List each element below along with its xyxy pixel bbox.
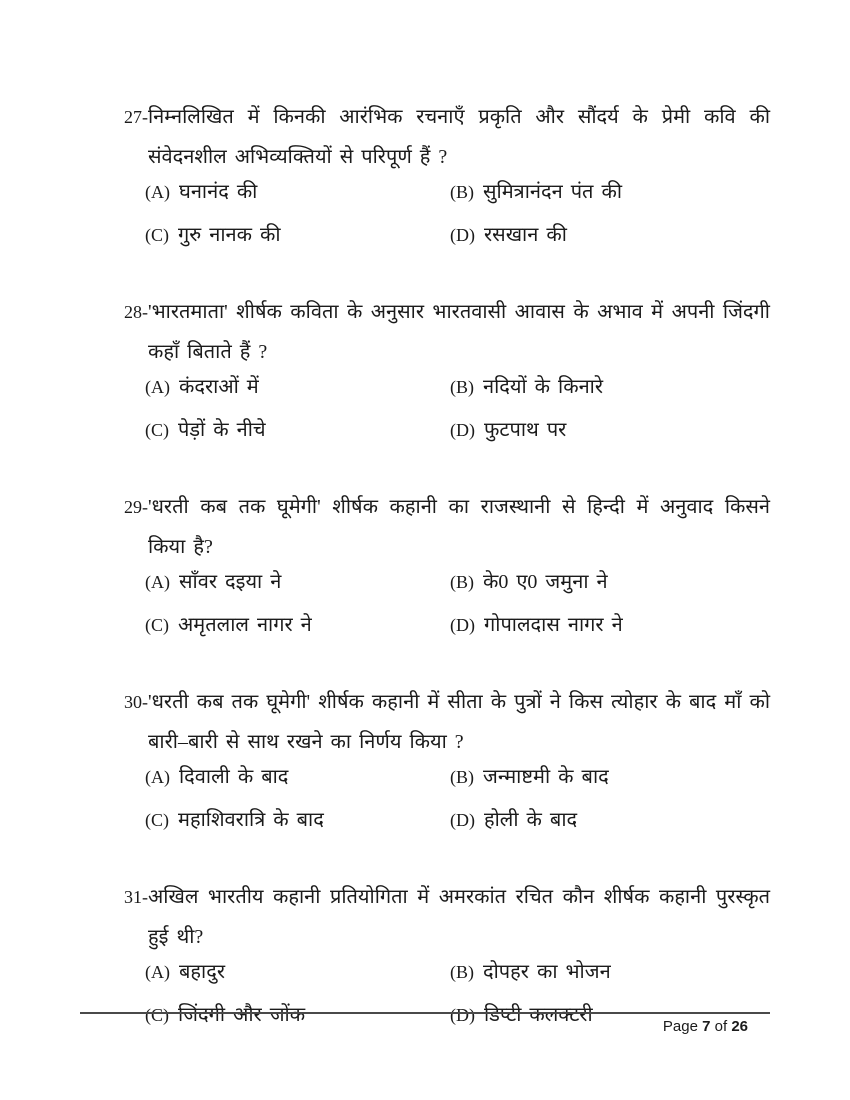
option-c: [145, 610, 450, 640]
option-a: [145, 762, 450, 792]
option-d: [450, 220, 770, 250]
question-29: [124, 487, 770, 640]
question-number: 30-: [124, 692, 148, 712]
question-number: 29-: [124, 497, 148, 517]
page-number: [80, 1018, 770, 1035]
option-text: घनानंद की: [179, 181, 258, 203]
option-b: [450, 177, 770, 207]
option-label: (B): [450, 767, 474, 787]
option-label: (A): [145, 377, 170, 397]
option-a: [145, 567, 450, 597]
question-30: [124, 682, 770, 835]
option-label: (C): [145, 615, 169, 635]
question-27: [124, 97, 770, 250]
page-label-of: of: [710, 1018, 732, 1035]
question-text: निम्नलिखित में किनकी आरंभिक रचनाएँ प्रकृति और सौंदर्य के प्रेमी कवि की संवेदनशील अभिव्यक्तियों से परिपूर्ण हैं ?: [148, 106, 770, 168]
option-label: (B): [450, 377, 474, 397]
question-number: 31-: [124, 887, 148, 907]
question-list: [124, 97, 770, 1072]
option-text: नदियों के किनारे: [483, 376, 604, 398]
option-label: (D): [450, 225, 475, 245]
option-c: [145, 220, 450, 250]
option-text: पेड़ों के नीचे: [178, 419, 266, 441]
option-text: के0 ए0 जमुना ने: [483, 571, 608, 593]
option-text: जन्माष्टमी के बाद: [483, 766, 609, 788]
option-text: दिवाली के बाद: [179, 766, 289, 788]
question-number: 27-: [124, 107, 148, 127]
option-text: गोपालदास नागर ने: [484, 614, 623, 636]
option-b: [450, 762, 770, 792]
option-text: बहादुर: [179, 961, 226, 983]
options-group: [145, 567, 770, 640]
options-group: [145, 177, 770, 250]
option-a: [145, 957, 450, 987]
option-b: [450, 957, 770, 987]
page-footer: [80, 1012, 770, 1035]
option-text: गुरु नानक की: [178, 224, 281, 246]
page-label-prefix: Page: [662, 1018, 703, 1035]
option-text: दोपहर का भोजन: [483, 961, 611, 983]
option-c: [145, 805, 450, 835]
options-group: [145, 762, 770, 835]
option-text: फुटपाथ पर: [484, 419, 567, 441]
option-c: [145, 415, 450, 445]
option-text: डिप्टी कलक्टरी: [484, 1004, 593, 1026]
option-text: कंदराओं में: [179, 376, 259, 398]
option-label: (D): [450, 1005, 475, 1025]
question-31: [124, 877, 770, 1030]
option-label: (C): [145, 810, 169, 830]
option-label: (D): [450, 810, 475, 830]
option-label: (B): [450, 962, 474, 982]
current-page-number: 7: [702, 1018, 711, 1035]
option-text: अमृतलाल नागर ने: [178, 614, 312, 636]
option-text: होली के बाद: [484, 809, 578, 831]
option-text: सुमित्रानंदन पंत की: [483, 181, 622, 203]
option-a: [145, 177, 450, 207]
question-number: 28-: [124, 302, 148, 322]
option-label: (C): [145, 420, 169, 440]
option-label: (A): [145, 767, 170, 787]
option-label: (C): [145, 1005, 169, 1025]
option-d: [450, 415, 770, 445]
question-text: 'धरती कब तक घूमेगी' शीर्षक कहानी का राजस्थानी से हिन्दी में अनुवाद किसने किया है?: [148, 496, 770, 558]
option-a: [145, 372, 450, 402]
question-text: 'धरती कब तक घूमेगी' शीर्षक कहानी में सीता के पुत्रों ने किस त्योहार के बाद माँ को बारी–बारी से साथ रखने का निर्णय किया ?: [148, 691, 770, 753]
option-b: [450, 372, 770, 402]
question-text: अखिल भारतीय कहानी प्रतियोगिता में अमरकांत रचित कौन शीर्षक कहानी पुरस्कृत हुई थी?: [148, 886, 770, 948]
option-text: महाशिवरात्रि के बाद: [178, 809, 324, 831]
option-label: (D): [450, 420, 475, 440]
option-b: [450, 567, 770, 597]
option-text: साँवर दइया ने: [179, 571, 282, 593]
option-label: (D): [450, 615, 475, 635]
options-group: [145, 372, 770, 445]
option-d: [450, 805, 770, 835]
option-d: [450, 610, 770, 640]
option-label: (A): [145, 572, 170, 592]
footer-divider: [80, 1012, 770, 1014]
total-page-count: 26: [731, 1018, 748, 1035]
option-label: (A): [145, 962, 170, 982]
option-label: (A): [145, 182, 170, 202]
question-text: 'भारतमाता' शीर्षक कविता के अनुसार भारतवासी आवास के अभाव में अपनी जिंदगी कहाँ बिताते हैं ?: [148, 301, 770, 363]
option-text: जिंदगी और जोंक: [178, 1004, 306, 1026]
option-label: (B): [450, 572, 474, 592]
option-label: (C): [145, 225, 169, 245]
question-28: [124, 292, 770, 445]
option-label: (B): [450, 182, 474, 202]
option-text: रसखान की: [484, 224, 567, 246]
